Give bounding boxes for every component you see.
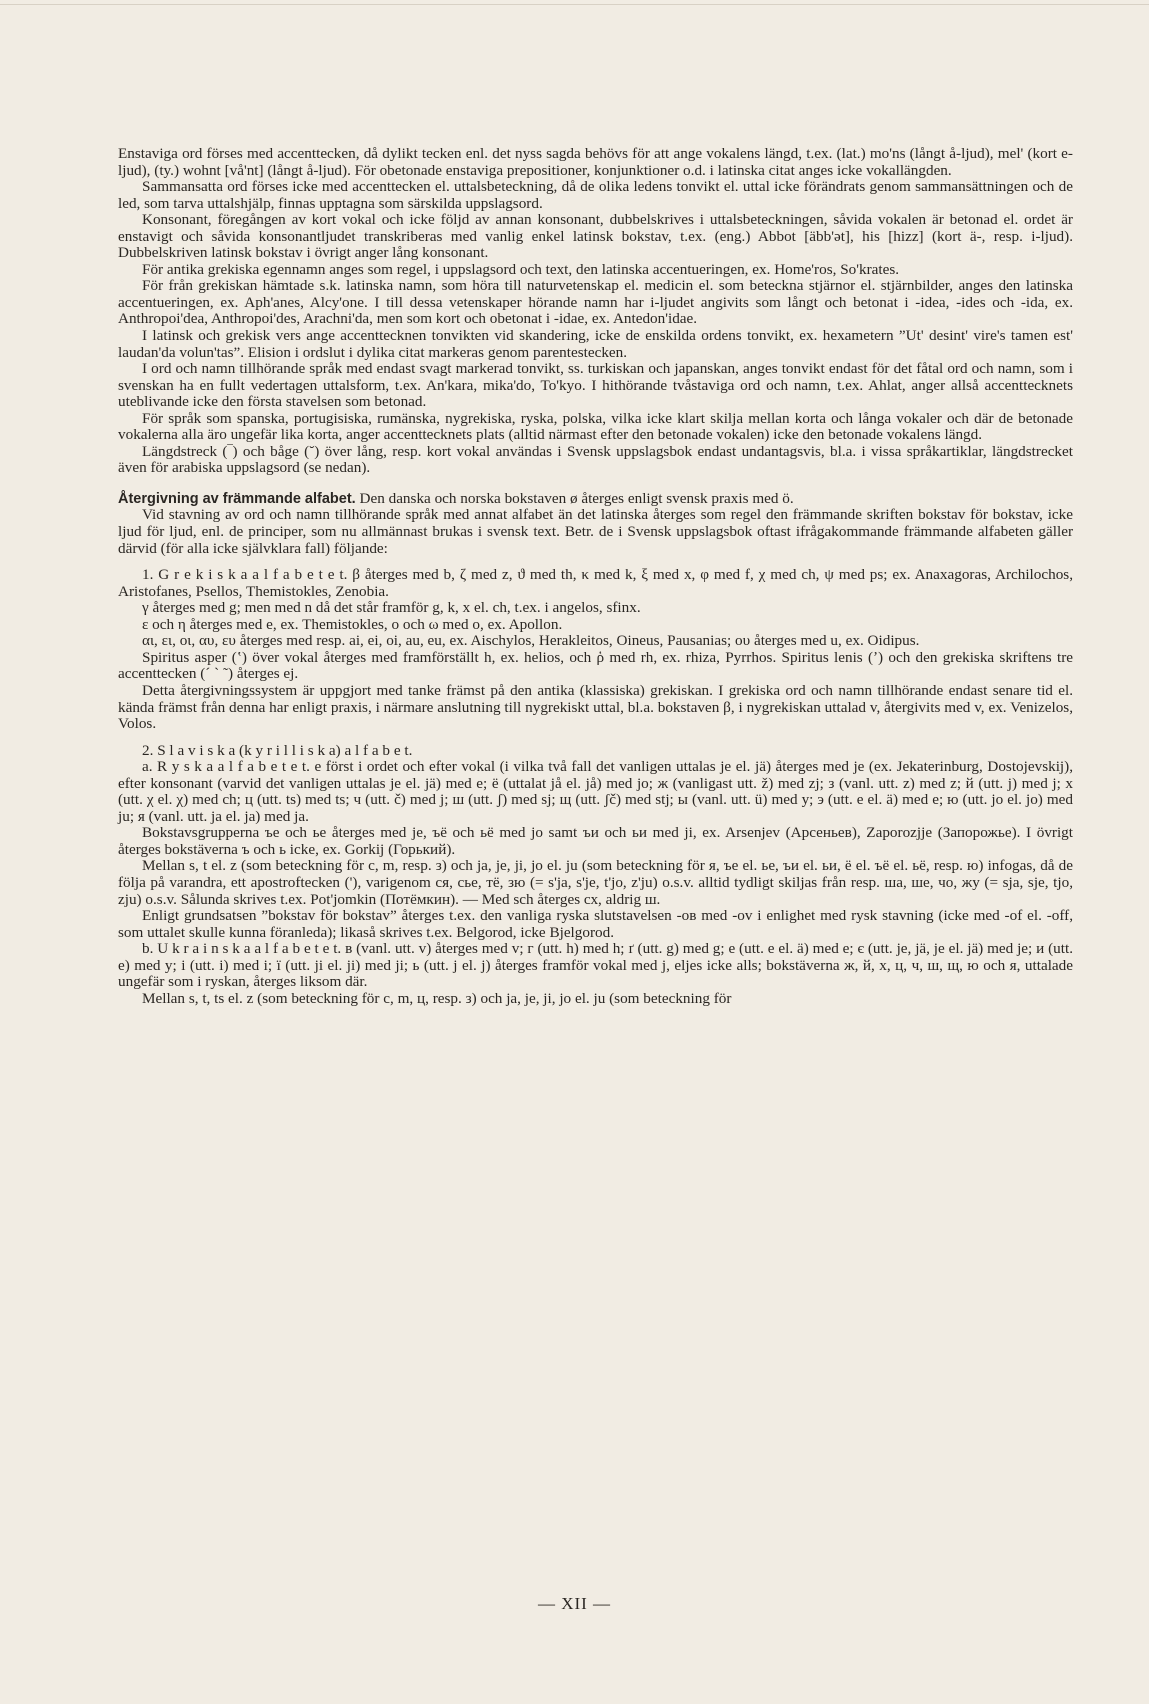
paragraph (118, 991, 1073, 1008)
paragraph-text: Vid stavning av ord och namn tillhörande språk med annat alfabet än det latinska återges som regel den främmande skriften bokstav för bokstav, icke ljud för ljud, enl. de principer, som nu allmännast brukas i svensk text. Betr. de i Svensk uppslagsbok oftast ifrågakommande främmande alfabeten gäller därvid (för alla icke självklara fall) följande: (118, 506, 1073, 557)
paragraph (118, 908, 1073, 941)
paragraph (118, 650, 1073, 683)
paragraph-text: Sammansatta ord förses icke med accenttecken el. uttalsbeteckning, då de olika ledens tonvikt el. uttal icke förändrats genom sammansättningen och de led, som tarva uttalshjälp, finnas upptagna som särskilda uppslagsord. (118, 178, 1073, 212)
paragraph (118, 262, 1073, 279)
paragraph-text: αι, ει, οι, αυ, ευ återges med resp. ai, ei, oi, au, eu, ex. Aischylos, Herakleitos, Oineus, Pausanias; ου återges med u, ex. Oidipus. (142, 632, 920, 650)
paragraph-text: γ återges med g; men med n då det står framför g, k, x el. ch, t.ex. i angelos, sfinx. (142, 599, 641, 617)
paragraph-gap (118, 477, 1073, 491)
paragraph-text: Mellan s, t, ts el. z (som beteckning för c, m, ц, resp. з) och ja, je, ji, jo el. ju (som beteckning för (142, 989, 732, 1007)
text-column (118, 146, 1073, 1007)
paragraph-text: Mellan s, t el. z (som beteckning för c, m, resp. з) och ja, je, ji, jo el. ju (som beteckning för я, ъе el. ье, ъи el. ьи, ë el. ъё el. ьё, resp. ю) infogas, då de följa på varandra, ett apostroftecken ('), varigenom ся, сье, тё, зю (= s'ja, s'je, t'jo, z'ju) o.s.v. alltid tydligt skiljas från resp. ша, ше, чо, жу (= sja, sje, tjo, zju) o.s.v. Sålunda skrives t.ex. Pot'jomkin (Потёмкин). — Med sch återges сх, aldrig ш. (118, 857, 1073, 908)
paragraph (118, 617, 1073, 634)
paragraph-text: För språk som spanska, portugisiska, rumänska, nygrekiska, ryska, polska, vilka icke klart skilja mellan korta och långa vokaler och där de betonade vokalerna alla äro ungefär lika korta, anger accenttecknets plats (alltid närmast efter den betonade vokalen) icke den betonade vokalens längd. (118, 409, 1073, 444)
paragraph (118, 825, 1073, 858)
section-heading: Återgivning av främmande alfabet. (118, 490, 356, 507)
paragraph-text: Bokstavsgrupperna ъе och ье återges med je, ъё och ьё med jo samt ъи och ьи med ji, ex. Arsenjev (Арсеньев), Zaporozjje (Запорожье). I övrigt återges bokstäverna ъ och ь icke, ex. Gorkij (Горький). (118, 824, 1073, 858)
paragraph-text: I ord och namn tillhörande språk med endast svagt markerad tonvikt, ss. turkiskan och japanskan, anges tonvikt endast för det fåtal ord och namn, som i svenskan ha en fullt vedertagen uttalsform, t.ex. An'kara, mika'do, To'kyo. I hithörande tvåstaviga ord och namn, t.ex. Ahlat, anger allså accenttecknets uteblivande icke den första stavelsen som betonad. (118, 360, 1073, 411)
paragraph (118, 444, 1073, 477)
paragraph (118, 759, 1073, 825)
paragraph-text: Konsonant, föregången av kort vokal och icke följd av annan konsonant, dubbelskrives i uttalsbeteckningen, såvida vokalen är betonad el. ordet är enstavigt och såvida konsonantljudet transkriberas med vanlig enkel latinsk bokstav, t.ex. (eng.) Abbot [äbb'ət], his [hizz] (kort ä-, resp. i-ljud). Dubbelskriven latinsk bokstav i övrigt anger lång konsonant. (118, 211, 1073, 262)
paragraph (118, 328, 1073, 361)
paragraph (118, 411, 1073, 444)
paragraph (118, 491, 1073, 508)
paragraph-text: För antika grekiska egennamn anges som regel, i uppslagsord och text, den latinska accentueringen, ex. Home'ros, So'krates. (142, 260, 900, 278)
paragraph (118, 633, 1073, 650)
page-number: — XII — (537, 1594, 612, 1613)
top-edge-line (0, 4, 1149, 5)
paragraph-text: b. U k r a i n s k a a l f a b e t e t. в (vanl. utt. v) återges med v; г (utt. h) med h; ґ (utt. g) med g; e (utt. e el. ä) med e; є (utt. je, jä, je el. jä) med je; и (utt. e) med y; і (utt. i) med i; ї (utt. ji el. ji) med ji; ь (utt. j el. j) återges framför vokal med j, eljes icke alls; bokstäverna ж, й, х, ц, ч, ш, щ, ю och я, uttalade ungefär som i ryskan, återges liksom där. (118, 940, 1073, 991)
paragraph-text: För från grekiskan hämtade s.k. latinska namn, som höra till naturvetenskap el. medicin el. som beteckna stjärnor el. stjärnbilder, anges den latinska accentueringen, ex. Aph'anes, Alcy'one. I till dessa vetenskaper hörande namn har i-ljudet angivits som långt och betonat i -idea, -ides och -ida, ex. Anthropoi'dea, Anthropoi'des, Arachni'da, men som kort och obetonat i -idae, ex. Antedon'idae. (118, 277, 1073, 328)
paragraph (118, 361, 1073, 411)
paragraph-text: 1. G r e k i s k a a l f a b e t e t. β återges med b, ζ med z, ϑ med th, κ med k, ξ med x, φ med f, χ med ch, ψ med ps; ex. Anaxagoras, Archilochos, Aristofanes, Psellos, Themistokles, Zenobia. (118, 566, 1073, 600)
paragraph (118, 683, 1073, 733)
paragraph-text: a. R y s k a a l f a b e t e t. e först i ordet och efter vokal (i vilka två fall det vanligen uttalas je el. jä) återges med je (ex. Jekaterinburg, Dostojevskij), efter konsonant (varvid det vanligen uttalas je el. jä) med e; ë (uttalat jå el. jå) med jo; ж (vanligast utt. ž) med zj; з (vanl. utt. z) med z; й (utt. j) med j; х (utt. χ el. χ) med ch; ц (utt. ts) med ts; ч (utt. č) med j; ш (utt. ʃ) med sj; щ (utt. ʃč) med stj; ы (vanl. utt. ü) med y; э (utt. e el. ä) med e; ю (utt. jo el. jo) med ju; я (vanl. utt. ja el. ja) med ja. (118, 758, 1073, 825)
paragraph-text: Spiritus asper (ʽ) över vokal återges med framförställt h, ex. helios, och ῥ med rh, ex. rhiza, Pyrrhos. Spiritus lenis (ʼ) och den grekiska skriftens tre accenttecken (ˊ ˋ ˜) återges ej. (118, 648, 1073, 683)
paragraph (118, 146, 1073, 179)
paragraph-text: Längdstreck (‾) och båge (˘) över lång, resp. kort vokal användas i Svensk uppslagsbok endast undantagsvis, bl.a. i vissa språkartiklar, längdstrecket även för arabiska uppslagsord (se nedan). (118, 442, 1073, 477)
paragraph (118, 179, 1073, 212)
paragraph-text: Den danska och norska bokstaven ø återges enligt svensk praxis med ö. (355, 489, 794, 507)
paragraph-text: ε och η återges med e, ex. Themistokles, ο och ω med o, ex. Apollon. (142, 615, 563, 633)
paragraph (118, 858, 1073, 908)
paragraph (118, 212, 1073, 262)
paragraph-text: Enligt grundsatsen ”bokstav för bokstav” återges t.ex. den vanliga ryska slutstavelsen -ов med -ov i enlighet med rysk stavning (icke med -of el. -off, som uttalet skulle kunna föranleda); likaså skrives t.ex. Belgorod, icke Bjelgorod. (118, 907, 1073, 941)
paragraph (118, 507, 1073, 557)
paragraph-text: Enstaviga ord förses med accenttecken, då dylikt tecken enl. det nyss sagda behövs för att ange vokalens längd, t.ex. (lat.) mo'ns (långt å-ljud), mel' (kort e-ljud), (ty.) wohnt [vå'nt] (långt å-ljud). För obetonade enstaviga prepositioner, konjunktioner o.d. i latinska citat anges icke vokallängden. (118, 145, 1073, 179)
paragraph-text: Detta återgivningssystem är uppgjort med tanke främst på den antika (klassiska) grekiskan. I grekiska ord och namn tillhörande endast senare tid el. kända främst från denna har enligt praxis, i närmare anslutning till nygrekiskt uttal, bl.a. bokstaven β, i nygrekiskan uttalad v, återgivits med v, ex. Venizelos, Volos. (118, 681, 1073, 733)
paragraph (118, 278, 1073, 328)
paragraph (118, 743, 1073, 760)
paragraph (118, 567, 1073, 600)
paragraph-text: I latinsk och grekisk vers ange accenttecknen tonvikten vid skandering, icke de enskilda ordens tonvikt, ex. hexametern ”Ut' desint' vire's tamen est' laudan'da volun'tas”. Elision i ordslut i dylika citat markeras genom parentestecken. (118, 327, 1073, 361)
paragraph-text: 2. S l a v i s k a (k y r i l l i s k a) a l f a b e t. (142, 741, 413, 759)
paragraph (118, 941, 1073, 991)
paragraph (118, 600, 1073, 617)
